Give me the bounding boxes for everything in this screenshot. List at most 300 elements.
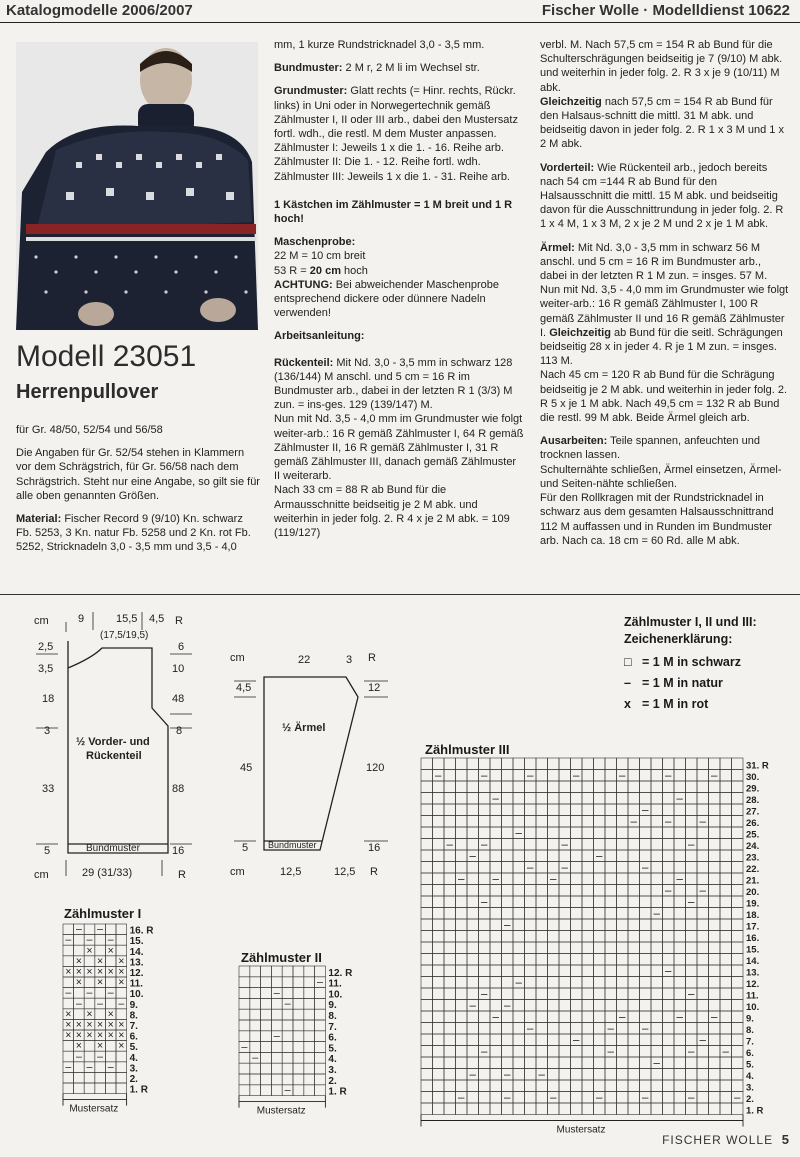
chart-cell [479,919,491,931]
chart-cell [720,873,732,885]
chart-cell [513,862,525,874]
svg-text:18: 18 [42,693,55,705]
chart-cell [720,781,732,793]
chart-cell [513,965,525,977]
natur-stitch-mark: – [481,770,488,782]
chart-cell [628,908,640,920]
chart-cell [559,965,571,977]
chart-cell [548,942,560,954]
chart-cell [663,931,675,943]
natur-stitch-mark: – [504,919,511,932]
chart-cell [617,816,629,828]
chart-cell [628,850,640,862]
chart-cell [674,1023,686,1035]
chart-cell [686,954,698,966]
chart-cell [513,839,525,851]
natur-stitch-mark: – [481,988,488,1001]
chart-cell [617,850,629,862]
svg-text:Bundmuster: Bundmuster [268,840,317,850]
chart-cell [686,919,698,931]
chart-cell [640,1000,652,1012]
repeat-label: Mustersatz [69,1103,119,1115]
chart-cell [720,850,732,862]
chart-cell [525,1011,537,1023]
chart-cell [709,1080,721,1092]
chart-cell [697,908,709,920]
natur-stitch-mark: – [619,770,626,782]
chart-cell [525,850,537,862]
chart-cell [732,758,744,770]
legend-item-rot: x = 1 M in rot [624,697,709,711]
chart-cell [582,942,594,954]
red-stitch-mark: × [107,1019,114,1031]
schematic-body [30,608,205,883]
chart-cell [479,873,491,885]
chart-cell [421,1080,433,1092]
chart-cell [697,862,709,874]
chart-cell [559,908,571,920]
chart-cell [479,931,491,943]
natur-stitch-mark: – [688,839,695,851]
chart-cell [594,839,606,851]
chart-cell [444,977,456,989]
chart-cell [709,919,721,931]
chart-cell [433,873,445,885]
svg-text:29 (31/33): 29 (31/33) [82,867,133,879]
chart-cell [421,862,433,874]
chart-cell [571,1057,583,1069]
chart-cell [502,850,514,862]
svg-text:R: R [368,652,376,664]
red-stitch-mark: × [65,1019,72,1031]
chart-cell [651,1011,663,1023]
chart-cell [674,804,686,816]
chart-cell [271,1009,282,1020]
chart-cell [732,1011,744,1023]
chart-cell [490,1034,502,1046]
chart-cell [536,1023,548,1035]
chart-cell [490,1023,502,1035]
chart-cell [116,945,127,956]
natur-stitch-mark: – [515,977,522,989]
chart-cell [720,965,732,977]
chart-cell [732,804,744,816]
chart-cell [640,758,652,770]
chart-cell [421,942,433,954]
chart-cell [261,1009,272,1020]
chart-cell [582,862,594,874]
chart-cell [605,770,617,782]
chart-cell [720,896,732,908]
chart-cell [571,816,583,828]
chart-cell [663,954,675,966]
chart-cell [594,1000,606,1012]
chart-cell [444,758,456,770]
chart-cell [525,758,537,770]
natur-stitch-mark: – [711,770,718,782]
chart-cell [559,988,571,1000]
row-label: 8. [328,1011,337,1022]
chart-cell [628,793,640,805]
chart-cell [467,827,479,839]
chart-cell [582,885,594,897]
natur-stitch-mark: – [607,1023,614,1035]
chart-cell [709,1000,721,1012]
chart-cell [456,1023,468,1035]
chart-cell [105,924,116,935]
svg-text:½ Vorder- und: ½ Vorder- und [76,736,150,748]
chart-cell [617,931,629,943]
chart-cell [513,1034,525,1046]
chart-cell [421,908,433,920]
chart-cell [720,931,732,943]
chart-cell [421,1103,433,1115]
chart-cell [594,908,606,920]
chart-cell [674,908,686,920]
chart-cell [640,931,652,943]
chart-cell [628,1092,640,1104]
maschenprobe: Maschenprobe: [274,236,356,249]
chart-cell [239,998,250,1009]
chart-cell [421,988,433,1000]
chart-cell [720,770,732,782]
chart-cell [536,988,548,1000]
chart-cell [421,954,433,966]
chart-cell [663,988,675,1000]
chart-cell [502,1057,514,1069]
natur-stitch-mark: – [86,987,93,1000]
chart-cell [490,1069,502,1081]
chart-cell [628,862,640,874]
row-label: 9. [328,1000,337,1012]
catalog-title: Katalogmodelle 2006/2007 [6,2,193,19]
chart-cell [513,919,525,931]
chart-cell [271,966,282,977]
chart-cell [674,1080,686,1092]
chart-cell [433,827,445,839]
chart-cell [663,793,675,805]
svg-text:(17,5/19,5): (17,5/19,5) [100,630,149,641]
row-label: 27. [746,806,760,818]
row-label: 31. R [746,760,769,772]
chart-cell [697,781,709,793]
chart-cell [282,988,293,999]
chart-cell [582,827,594,839]
chart-cell [697,804,709,816]
chart-cell [686,885,698,897]
chart-cell [456,954,468,966]
chart-cell [594,1057,606,1069]
chart-cell [571,1092,583,1104]
chart-cell [697,758,709,770]
chart-cell [709,804,721,816]
chart-cell [582,919,594,931]
natur-stitch-mark: – [642,1092,649,1104]
chart-cell [582,965,594,977]
chart-cell [686,816,698,828]
chart-cell [105,1083,116,1094]
chart-cell [456,1000,468,1012]
svg-text:16: 16 [368,842,381,854]
chart-cell [697,954,709,966]
natur-stitch-mark: – [97,1050,104,1063]
chart-cell [456,977,468,989]
row-label: 15. [746,944,760,956]
page-number: 5 [781,1132,790,1147]
chart-cell [421,1000,433,1012]
chart-cell [315,1052,326,1063]
chart-cell [479,954,491,966]
chart-cell [444,850,456,862]
chart-cell [605,931,617,943]
svg-text:5: 5 [242,842,249,854]
chart-cell [63,1083,74,1094]
row-label: 7. [328,1021,337,1033]
chart-cell [651,781,663,793]
chart-cell [559,781,571,793]
chart-cell [582,1000,594,1012]
chart-cell [421,1023,433,1035]
chart-cell [282,966,293,977]
chart-cell [617,781,629,793]
chart-cell [628,1000,640,1012]
chart-cell [239,1031,250,1042]
chart-cell [709,885,721,897]
chart-cell [732,1080,744,1092]
chart-cell [456,896,468,908]
natur-stitch-mark: – [515,827,522,840]
chart-cell [651,931,663,943]
chart-cell [513,1057,525,1069]
chart-cell [651,850,663,862]
natur-stitch-mark: – [688,988,695,1001]
chart-cell [513,1080,525,1092]
svg-text:cm: cm [230,652,245,664]
chart-cell [697,1023,709,1035]
chart-cell [720,816,732,828]
chart-cell [709,1023,721,1035]
row-label: 6. [328,1032,337,1044]
natur-stitch-mark: – [241,1041,248,1054]
chart-cell [571,793,583,805]
chart-cell [559,770,571,782]
chart-cell [63,977,74,988]
natur-stitch-mark: – [504,1092,511,1104]
chart-cell [663,1011,675,1023]
kaestchen-note: 1 Kästchen im Zählmuster = 1 M breit und 1 R hoch! [274,198,513,226]
chart-cell [502,942,514,954]
chart-cell [74,1062,85,1073]
page-header [0,0,800,23]
chart-cell [617,1069,629,1081]
chart-cell [116,988,127,999]
row-label: 17. [746,921,760,933]
chart-cell [732,862,744,874]
chart-cell [116,935,127,946]
chart-cell [605,1080,617,1092]
chart-cell [525,885,537,897]
chart-cell [571,896,583,908]
chart-cell [697,977,709,989]
chart-cell [674,988,686,1000]
chart-cell [490,919,502,931]
chart-cell [640,919,652,931]
chart-cell [84,1041,95,1052]
chart-cell [95,1062,106,1073]
chart-cell [433,793,445,805]
chart-cell [239,1020,250,1031]
maschenprobe-2: 53 R = 20 cm hoch [274,264,368,277]
chart-cell [571,931,583,943]
chart-cell [421,1057,433,1069]
chart-cell [640,1046,652,1058]
chart-cell [697,1011,709,1023]
chart-cell [536,1080,548,1092]
chart-cell [732,1046,744,1058]
chart-cell [271,998,282,1009]
chart-cell [513,954,525,966]
chart-cell [456,988,468,1000]
row-label: 10. [746,1002,760,1013]
chart-cell [709,931,721,943]
row-label: 3. [746,1082,754,1094]
chart-cell [467,931,479,943]
chart-cell [732,816,744,828]
chart-cell [617,862,629,874]
chart-cell [433,839,445,851]
chart-cell [628,1023,640,1035]
red-stitch-mark: × [97,966,104,978]
chart-cell [293,1063,304,1074]
chart-1 [62,924,182,1122]
chart-cell [617,839,629,851]
chart-cell [467,839,479,851]
chart-cell [559,1011,571,1023]
chart-cell [525,988,537,1000]
chart-cell [674,1034,686,1046]
chart-cell [433,1046,445,1058]
chart-cell [709,1069,721,1081]
chart-cell [559,804,571,816]
chart-cell [95,1072,106,1083]
chart-cell [536,839,548,851]
chart-cell [502,862,514,874]
natur-stitch-mark: – [665,885,672,897]
chart-cell [467,965,479,977]
chart-cell [536,1103,548,1115]
natur-stitch-mark: – [65,934,72,947]
chart-cell [709,965,721,977]
chart-cell [628,1069,640,1081]
chart-cell [456,908,468,920]
red-stitch-mark: × [97,976,104,989]
chart-cell [663,1103,675,1115]
natur-stitch-mark: – [722,1046,729,1058]
chart-cell [490,942,502,954]
natur-stitch-mark: – [573,770,580,782]
chart-cell [421,931,433,943]
chart-cell [674,896,686,908]
row-label: 13. [746,967,760,979]
chart-cell [732,942,744,954]
chart-cell [421,873,433,885]
row-label: 10. [129,989,144,1001]
chart-cell [617,977,629,989]
chart-cell [559,758,571,770]
chart-cell [720,1034,732,1046]
chart-cell [282,1009,293,1020]
chart-cell [605,1034,617,1046]
red-stitch-mark: × [65,1008,72,1021]
chart-cell [271,1063,282,1074]
chart-cell [559,942,571,954]
chart-cell [548,1023,560,1035]
chart-cell [686,908,698,920]
chart-cell [84,1072,95,1083]
chart-cell [315,1009,326,1020]
chart-cell [720,827,732,839]
chart-cell [686,770,698,782]
chart-cell [605,873,617,885]
chart-cell [74,1009,85,1020]
natur-stitch-mark: – [642,862,649,874]
chart-cell [663,781,675,793]
chart-cell [709,1034,721,1046]
chart-cell [421,770,433,782]
chart-cell [95,1009,106,1020]
chart-cell [536,1092,548,1104]
chart-cell [720,1011,732,1023]
chart-cell [467,781,479,793]
svg-text:R: R [178,869,186,881]
chart-cell [605,827,617,839]
chart-cell [536,781,548,793]
chart-cell [709,793,721,805]
chart-cell [304,966,315,977]
chart-cell [536,1057,548,1069]
chart-cell [663,850,675,862]
chart-cell [548,885,560,897]
chart-cell [640,793,652,805]
chart-cell [548,804,560,816]
red-stitch-mark: × [118,966,125,978]
chart-cell [271,1052,282,1063]
chart-cell [548,931,560,943]
chart-cell [282,1031,293,1042]
chart-cell [444,988,456,1000]
svg-text:9: 9 [78,613,85,625]
chart-cell [709,1057,721,1069]
chart-cell [617,965,629,977]
svg-text:cm: cm [230,866,245,878]
grundmuster: Grundmuster: Glatt rechts (= Hinr. rechts, Rückr. links) in Uni oder in Norwegertechnik gemäß Zählmuster I, II oder III arb., dabei den Mustersatz fortl. wdh., die restl. M dem Muster anpassen. [274,85,518,141]
natur-stitch-mark: – [630,816,637,828]
chart-cell [732,1069,744,1081]
chart-cell [282,1063,293,1074]
red-stitch-mark: × [118,1040,125,1053]
chart-cell [697,1057,709,1069]
chart-cell [594,896,606,908]
chart-cell [63,998,74,1009]
natur-stitch-mark: – [252,1052,259,1065]
chart-cell [559,1103,571,1115]
red-stitch-mark: × [75,966,82,978]
chart-cell [444,1057,456,1069]
chart-cell [674,965,686,977]
chart-cell [628,1103,640,1115]
chart-cell [617,988,629,1000]
chart-cell [513,896,525,908]
